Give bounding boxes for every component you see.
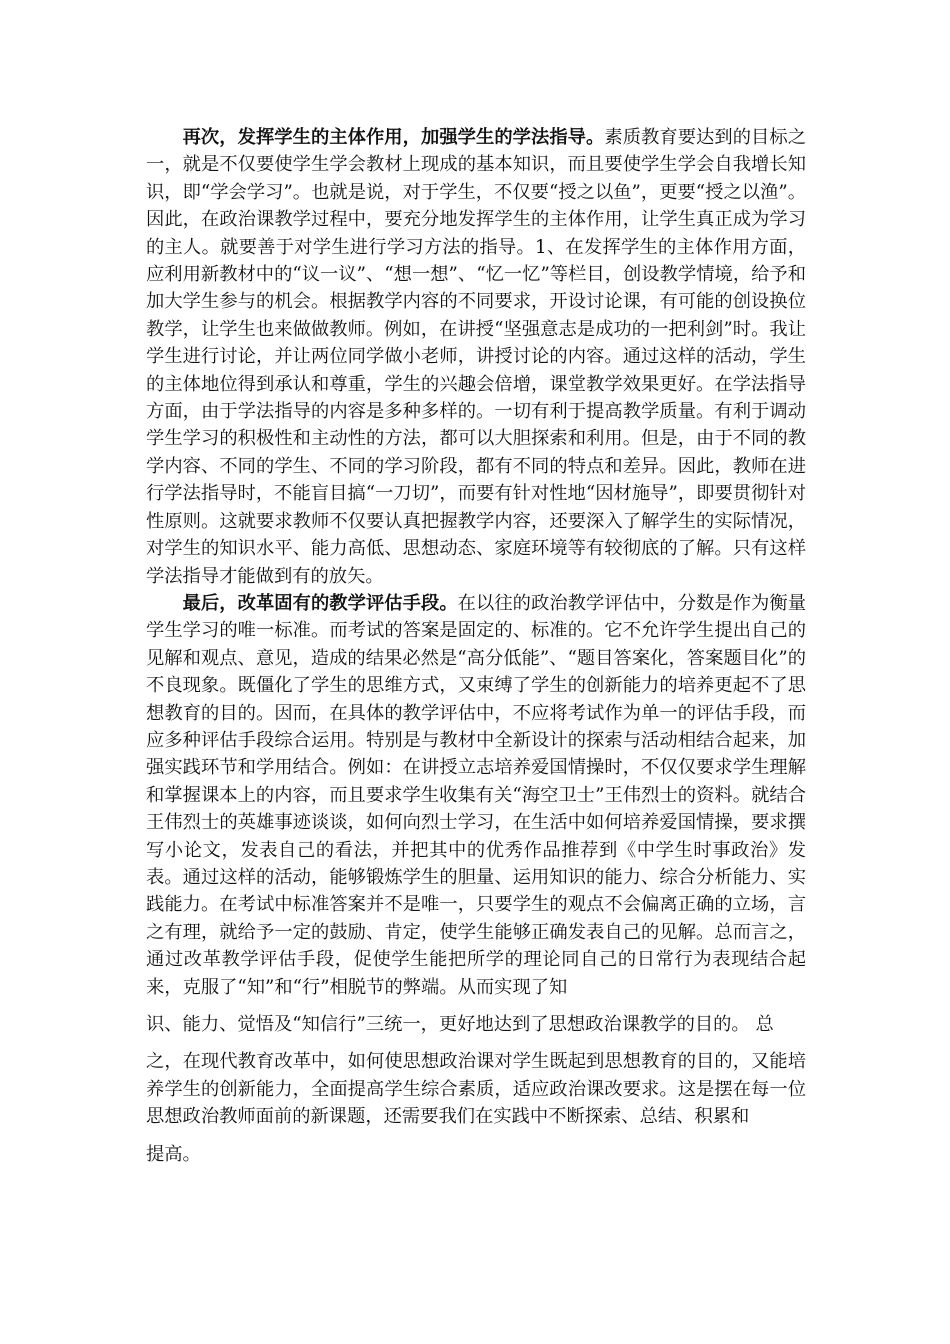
paragraph-lead-heading: 再次，发挥学生的主体作用，加强学生的学法指导。 (182, 127, 605, 148)
paragraph-continuation-line: 识、能力、觉悟及“知信行”三统一，更好地达到了思想政治课教学的目的。 总 (146, 1014, 774, 1035)
paragraph-final-line: 提高。 (146, 1143, 201, 1165)
paragraph-lead-heading: 最后，改革固有的教学评估手段。 (182, 592, 458, 614)
paragraph-evaluation-reform (146, 590, 806, 1001)
paragraph-student-agency (146, 124, 806, 590)
document-page (146, 124, 806, 1168)
paragraph-body: 在以往的政治教学评估中，分数是作为衡量学生学习的唯一标准。而考试的答案是固定的、标准的。它不允许学生提出自己的见解和观点、意见，造成的结果必然是“高分低能”、“题目答案化，答案题目化”的不良现象。既僵化了学生的思维方式，又束缚了学生的创新能力的培养更起不了思想教育的目的。因而，在具体的教学评估中，不应将考试作为单一的评估手段，而应多种评估手段综合运用。特别是与教材中全新设计的探索与活动相结合起来，加强实践环节和学用结合。例如：在讲授立志培养爱国情操时，不仅仅要求学生理解和掌握课本上的内容，而且要求学生收集有关“海空卫士”王伟烈士的资料。就结合王伟烈士的英雄事迹谈谈，如何向烈士学习，在生活中如何培养爱国情操，要求撰写小论文，发表自己的看法，并把其中的优秀作品推荐到《中学生时事政治》发表。通过这样的活动，能够锻炼学生的胆量、运用知识的能力、综合分析能力、实践能力。在考试中标准答案并不是唯一，只要学生的观点不会偏离正确的立场，言之有理，就给予一定的鼓励、肯定，使学生能够正确发表自己的见解。总而言之，通过改革教学评估手段，促使学生能把所学的理论同自己的日常行为表现结合起来，克服了“知”和“行”相脱节的弊端。从而实现了知 (146, 592, 807, 998)
paragraph-body: 素质教育要达到的目标之一，就是不仅要使学生学会教材上现成的基本知识，而且要使学生学会自我增长知识，即“学会学习”。也就是说，对于学生，不仅要“授之以鱼”，更要“授之以渔”。因此，在政治课教学过程中，要充分地发挥学生的主体作用，让学生真正成为学习的主人。就要善于对学生进行学习方法的指导。1、在发挥学生的主体作用方面，应利用新教材中的“议一议”、“想一想”、“忆一忆”等栏目，创设教学情境，给予和加大学生参与的机会。根据教学内容的不同要求，开设讨论课，有可能的创设换位教学，让学生也来做做教师。例如，在讲授“坚强意志是成功的一把利剑”时。我让学生进行讨论，并让两位同学做小老师，讲授讨论的内容。通过这样的活动，学生的主体地位得到承认和尊重，学生的兴趣会倍增，课堂教学效果更好。在学法指导方面，由于学法指导的内容是多种多样的。一切有利于提高教学质量。有利于调动学生学习的积极性和主动性的方法，都可以大胆探索和利用。但是，由于不同的教学内容、不同的学生、不同的学习阶段，都有不同的特点和差异。因此，教师在进行学法指导时，不能盲目搞“一刀切”，而要有针对性地“因材施导”，即要贯彻针对性原则。这就要求教师不仅要认真把握教学内容，还要深入了解学生的实际情况，对学生的知识水平、能力高低、思想动态、家庭环境等有较彻底的了解。只有这样学法指导才能做到有的放矢。 (146, 127, 807, 587)
paragraph-conclusion: 之，在现代教育改革中，如何使思想政治课对学生既起到思想教育的目的，又能培养学生的创新能力，全面提高学生综合素质，适应政治课改要求。这是摆在每一位思想政治教师面前的新课题，还需要我们在实践中不断探索、总结、积累和 (146, 1051, 806, 1128)
